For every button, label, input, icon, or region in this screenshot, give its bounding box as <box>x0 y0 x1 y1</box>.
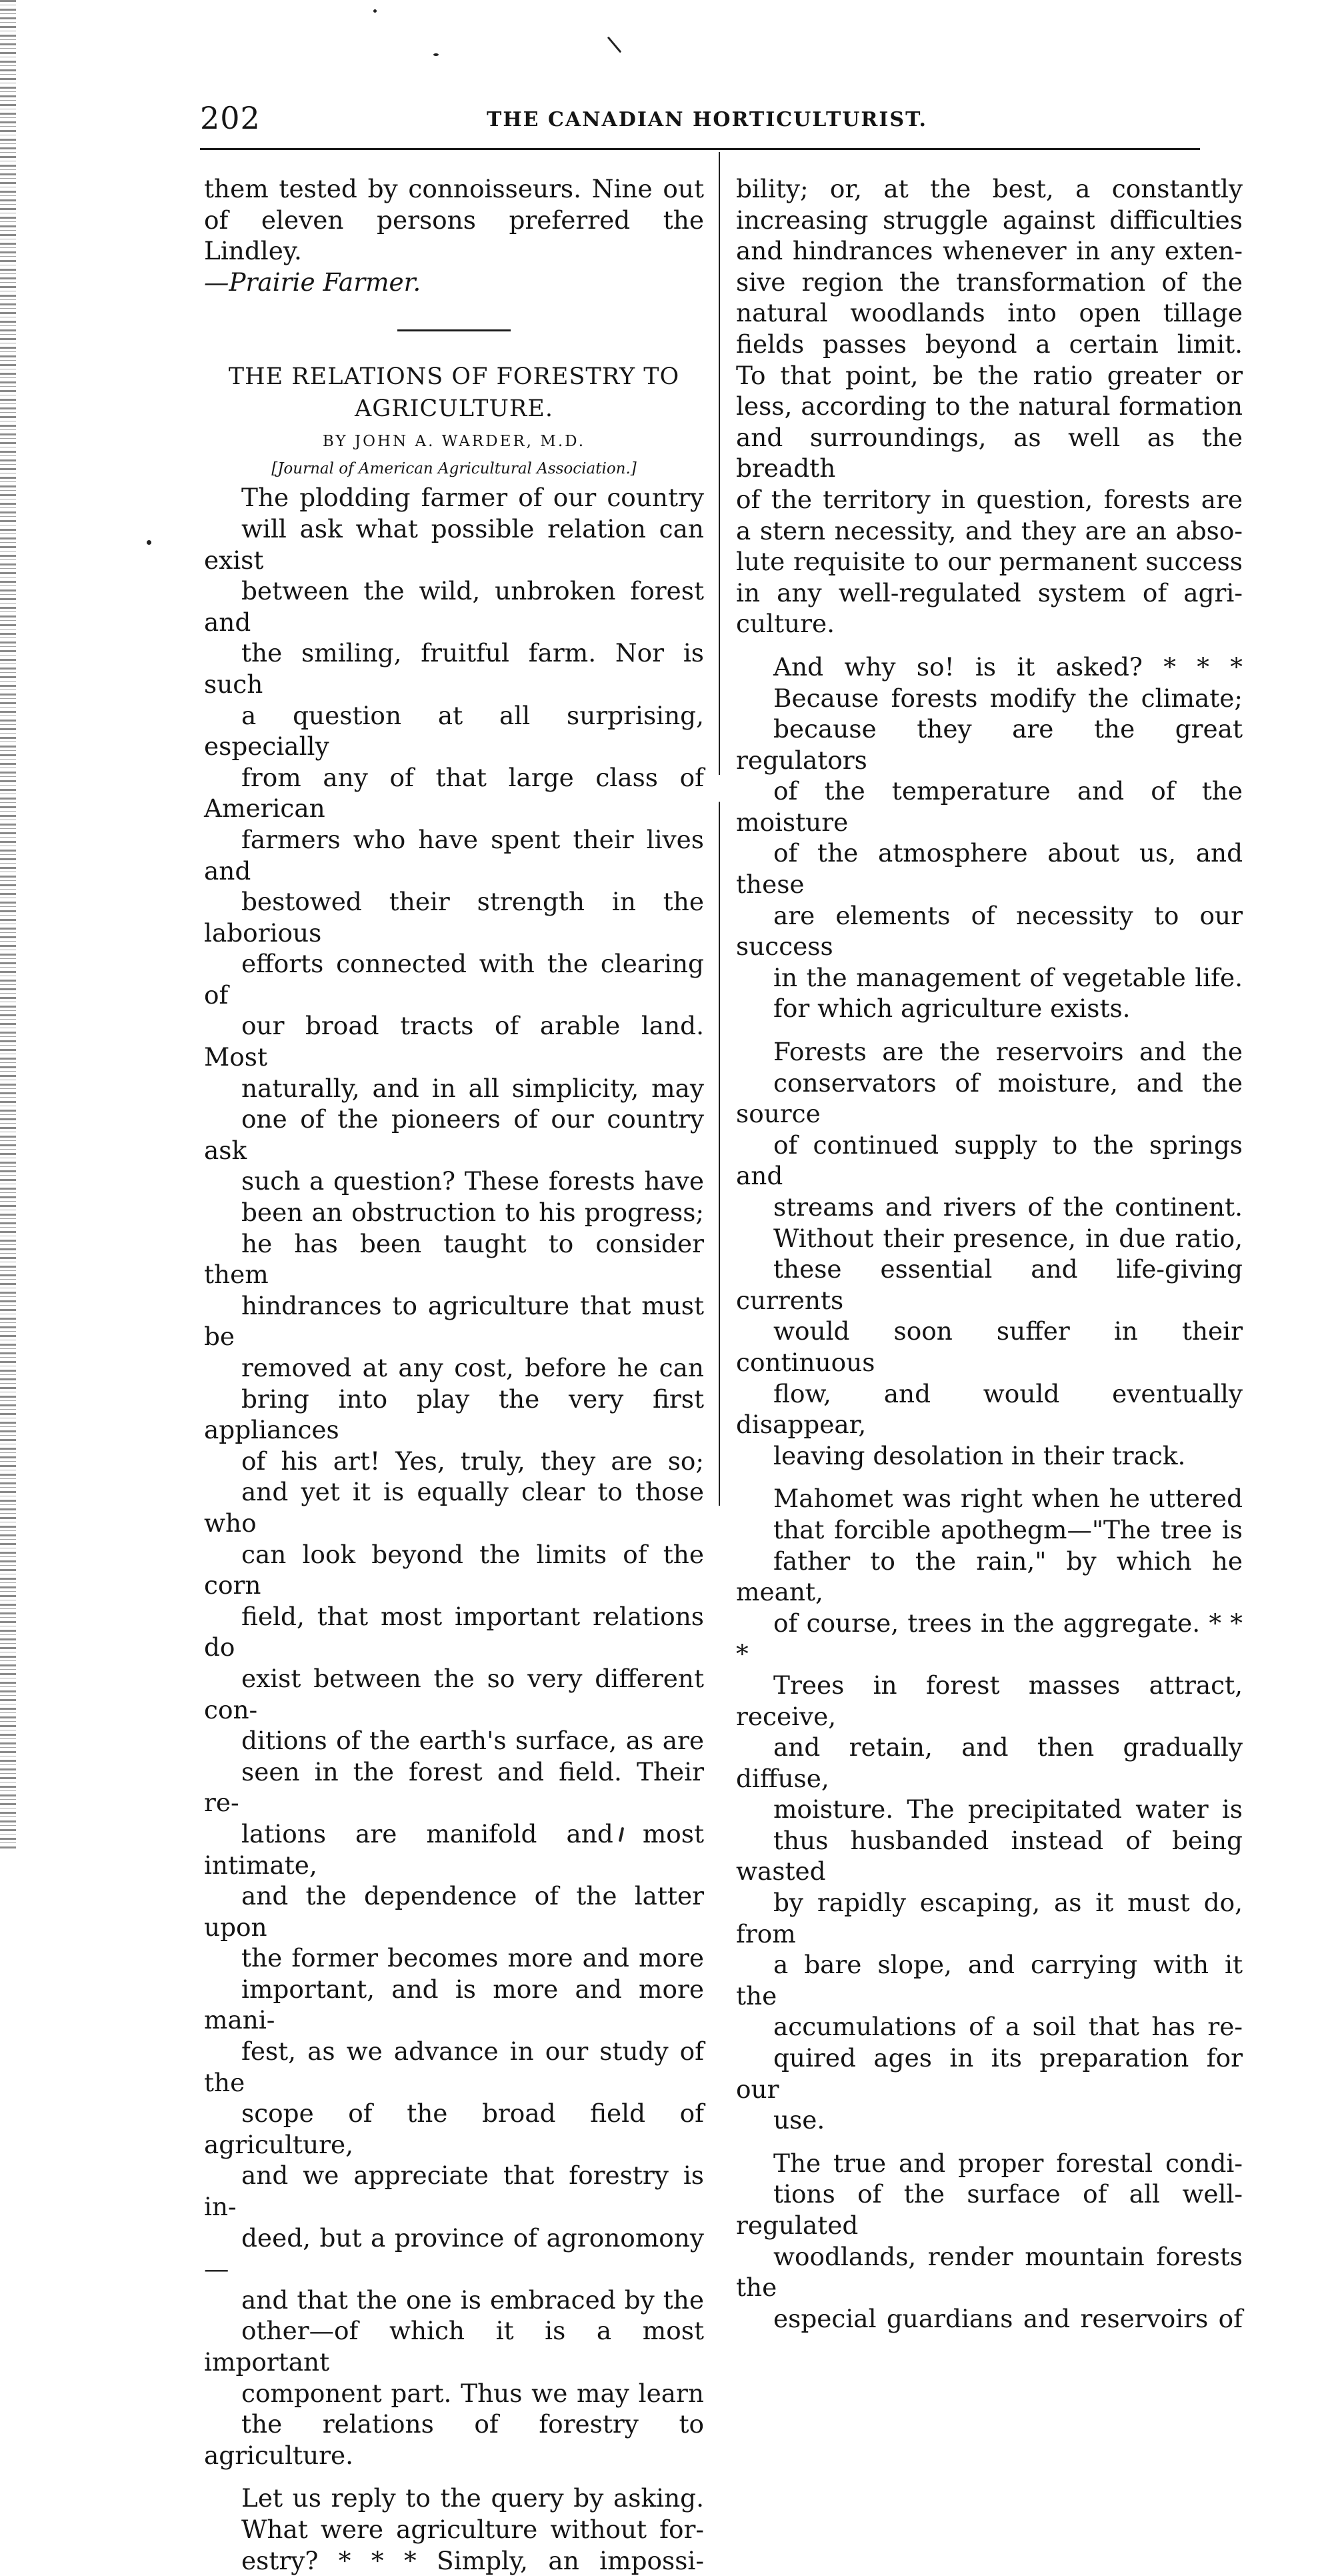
text-line: sive region the transformation of the <box>736 267 1243 297</box>
text-line: flow, and would eventually disappear, <box>736 1378 1243 1440</box>
left-column <box>204 173 704 2576</box>
text-line: can look beyond the limits of the corn <box>204 1539 704 1600</box>
text-line: Without their presence, in due ratio, <box>773 1223 1243 1253</box>
right-column <box>736 173 1243 2334</box>
text-line: these essential and life-giving currents <box>736 1254 1243 1315</box>
text-line: of continued supply to the springs and <box>736 1130 1243 1191</box>
byline: BY JOHN A. WARDER, M.D. <box>322 433 586 451</box>
text-line: And why so! is it asked? * * * <box>773 652 1243 682</box>
text-line: and we appreciate that forestry is in- <box>204 2161 704 2222</box>
text-line: for which agriculture exists. <box>773 994 1131 1024</box>
paragraph <box>204 482 704 2471</box>
text-line: leaving desolation in their track. <box>773 1440 1186 1470</box>
text-line: lute requisite to our permanent success <box>736 547 1243 577</box>
text-line: Because forests modify the climate; <box>773 683 1243 713</box>
text-line: The plodding farmer of our country <box>241 483 704 513</box>
text-line: field, that most important relations do <box>204 1601 704 1662</box>
text-line: Mahomet was right when he uttered <box>773 1484 1243 1514</box>
text-line: and surroundings, as well as the breadth <box>736 422 1243 483</box>
paragraph <box>736 1483 1243 2135</box>
ink-speck <box>373 9 377 13</box>
text-line: streams and rivers of the continent. <box>773 1192 1243 1222</box>
text-line: them tested by connoisseurs. Nine out <box>204 174 704 203</box>
text-line: important, and is more and more mani- <box>204 1974 704 2035</box>
text-line: moisture. The precipitated water is <box>773 1794 1243 1824</box>
text-line: ditions of the earth's surface, as are <box>241 1726 704 1756</box>
text-line: natural woodlands into open tillage <box>736 298 1243 328</box>
text-line: woodlands, render mountain forests the <box>736 2241 1243 2303</box>
text-line: and hindrances whenever in any exten- <box>736 236 1243 266</box>
text-line: scope of the broad field of agriculture, <box>204 2099 704 2159</box>
text-line: especial guardians and reservoirs of <box>773 2303 1243 2333</box>
text-line: and that the one is embraced by the <box>241 2285 704 2315</box>
paragraph <box>736 652 1243 1024</box>
page-number: 202 <box>200 100 261 136</box>
text-line: The true and proper forestal condi- <box>773 2148 1243 2178</box>
text-line: estry? * * * Simply, an impossi- <box>241 2545 704 2575</box>
article-title: THE RELATIONS OF FORESTRY TO AGRICULTURE. <box>228 363 680 423</box>
text-line: because they are the great regulators <box>736 714 1243 775</box>
text-line: bestowed their strength in the laborious <box>204 887 704 948</box>
text-line: —Prairie Farmer. <box>204 267 421 297</box>
page-binding-edge <box>0 0 16 1851</box>
text-line: in the management of vegetable life. <box>773 962 1243 992</box>
text-line: conservators of moisture, and the source <box>736 1068 1243 1129</box>
text-line: are elements of necessity to our success <box>736 900 1243 962</box>
text-line: hindrances to agriculture that must be <box>204 1290 704 1352</box>
text-line: less, according to the natural formation <box>736 391 1243 421</box>
text-line: fest, as we advance in our study of the <box>204 2037 704 2097</box>
text-line: Let us reply to the query by asking. <box>241 2483 704 2513</box>
text-line: and retain, and then gradually diffuse, <box>736 1732 1243 1793</box>
text-line: lations are manifold and most intimate, <box>204 1818 704 1880</box>
text-line: culture. <box>736 609 835 639</box>
paragraph <box>736 1036 1243 1471</box>
text-line: Trees in forest masses attract, receive, <box>736 1670 1243 1731</box>
text-line: a stern necessity, and they are an abso- <box>736 515 1243 545</box>
text-line: deed, but a province of agronomony— <box>204 2223 704 2284</box>
text-line: that forcible apothegm—"The tree is <box>773 1514 1243 1544</box>
text-line: by rapidly escaping, as it must do, from <box>736 1888 1243 1949</box>
paragraph <box>736 173 1243 639</box>
text-line: our broad tracts of arable land. Most <box>204 1011 704 1072</box>
text-line: the former becomes more and more <box>241 1943 704 1973</box>
paragraph <box>204 2483 704 2576</box>
text-line: will ask what possible relation can exist <box>204 513 704 575</box>
text-line: and yet it is equally clear to those who <box>204 1477 704 1538</box>
text-line: one of the pioneers of our country ask <box>204 1104 704 1165</box>
text-line: he has been taught to consider them <box>204 1228 704 1290</box>
source-citation: [Journal of American Agricultural Association.] <box>271 460 637 478</box>
text-line: and the dependence of the latter upon <box>204 1881 704 1942</box>
running-head: THE CANADIAN HORTICULTURIST. <box>487 108 927 131</box>
text-line: of eleven persons preferred the Lindley. <box>204 205 704 266</box>
text-line: increasing struggle against difficulties <box>736 205 1243 235</box>
text-line: of the territory in question, forests are <box>736 484 1243 514</box>
text-line: farmers who have spent their lives and <box>204 824 704 886</box>
text-line: To that point, be the ratio greater or <box>736 360 1243 390</box>
text-line: in any well-regulated system of agri- <box>736 577 1243 607</box>
text-line: tions of the surface of all well-regulated <box>736 2179 1243 2240</box>
text-line: Forests are the reservoirs and the <box>773 1037 1243 1067</box>
ink-speck <box>147 540 151 545</box>
text-line: of the atmosphere about us, and these <box>736 838 1243 900</box>
text-line: use. <box>773 2105 825 2135</box>
text-line: a bare slope, and carrying with it the <box>736 1950 1243 2011</box>
text-line: a question at all surprising, especially <box>204 700 704 762</box>
column-divider <box>719 152 720 1506</box>
text-line: component part. Thus we may learn <box>241 2378 704 2408</box>
text-line: of his art! Yes, truly, they are so; <box>241 1446 704 1476</box>
ink-speck <box>607 37 622 53</box>
text-line: been an obstruction to his progress; <box>241 1198 704 1228</box>
text-line: fields passes beyond a certain limit. <box>736 329 1243 359</box>
ink-speck <box>433 53 439 56</box>
paragraph <box>736 2148 1243 2335</box>
text-line: efforts connected with the clearing of <box>204 949 704 1010</box>
text-line: the smiling, fruitful farm. Nor is such <box>204 638 704 699</box>
text-line: exist between the so very different con- <box>204 1663 704 1724</box>
text-line: removed at any cost, before he can <box>241 1353 704 1382</box>
page-header <box>200 100 1187 140</box>
header-rule <box>200 148 1200 150</box>
text-line: of the temperature and of the moisture <box>736 776 1243 837</box>
article-separator <box>397 329 511 331</box>
text-line: accumulations of a soil that has re- <box>773 2012 1243 2042</box>
text-line: thus husbanded instead of being wasted <box>736 1825 1243 1886</box>
text-line: bring into play the very first appliances <box>204 1384 704 1445</box>
text-line: father to the rain," by which he meant, <box>736 1546 1243 1607</box>
text-line: bility; or, at the best, a constantly <box>736 174 1243 203</box>
previous-article-ending <box>204 173 704 297</box>
text-line: the relations of forestry to agriculture. <box>204 2409 704 2470</box>
text-line: quired ages in its preparation for our <box>736 2043 1243 2104</box>
text-line: seen in the forest and field. Their re- <box>204 1756 704 1818</box>
text-line: naturally, and in all simplicity, may <box>241 1073 704 1103</box>
text-line: What were agriculture without for- <box>241 2514 704 2544</box>
text-line: of course, trees in the aggregate. * * * <box>736 1608 1243 1669</box>
text-line: such a question? These forests have <box>241 1166 704 1196</box>
text-line: from any of that large class of American <box>204 762 704 824</box>
text-line: between the wild, unbroken forest and <box>204 576 704 637</box>
text-line: would soon suffer in their continuous <box>736 1316 1243 1377</box>
text-line: other—of which it is a most important <box>204 2316 704 2377</box>
